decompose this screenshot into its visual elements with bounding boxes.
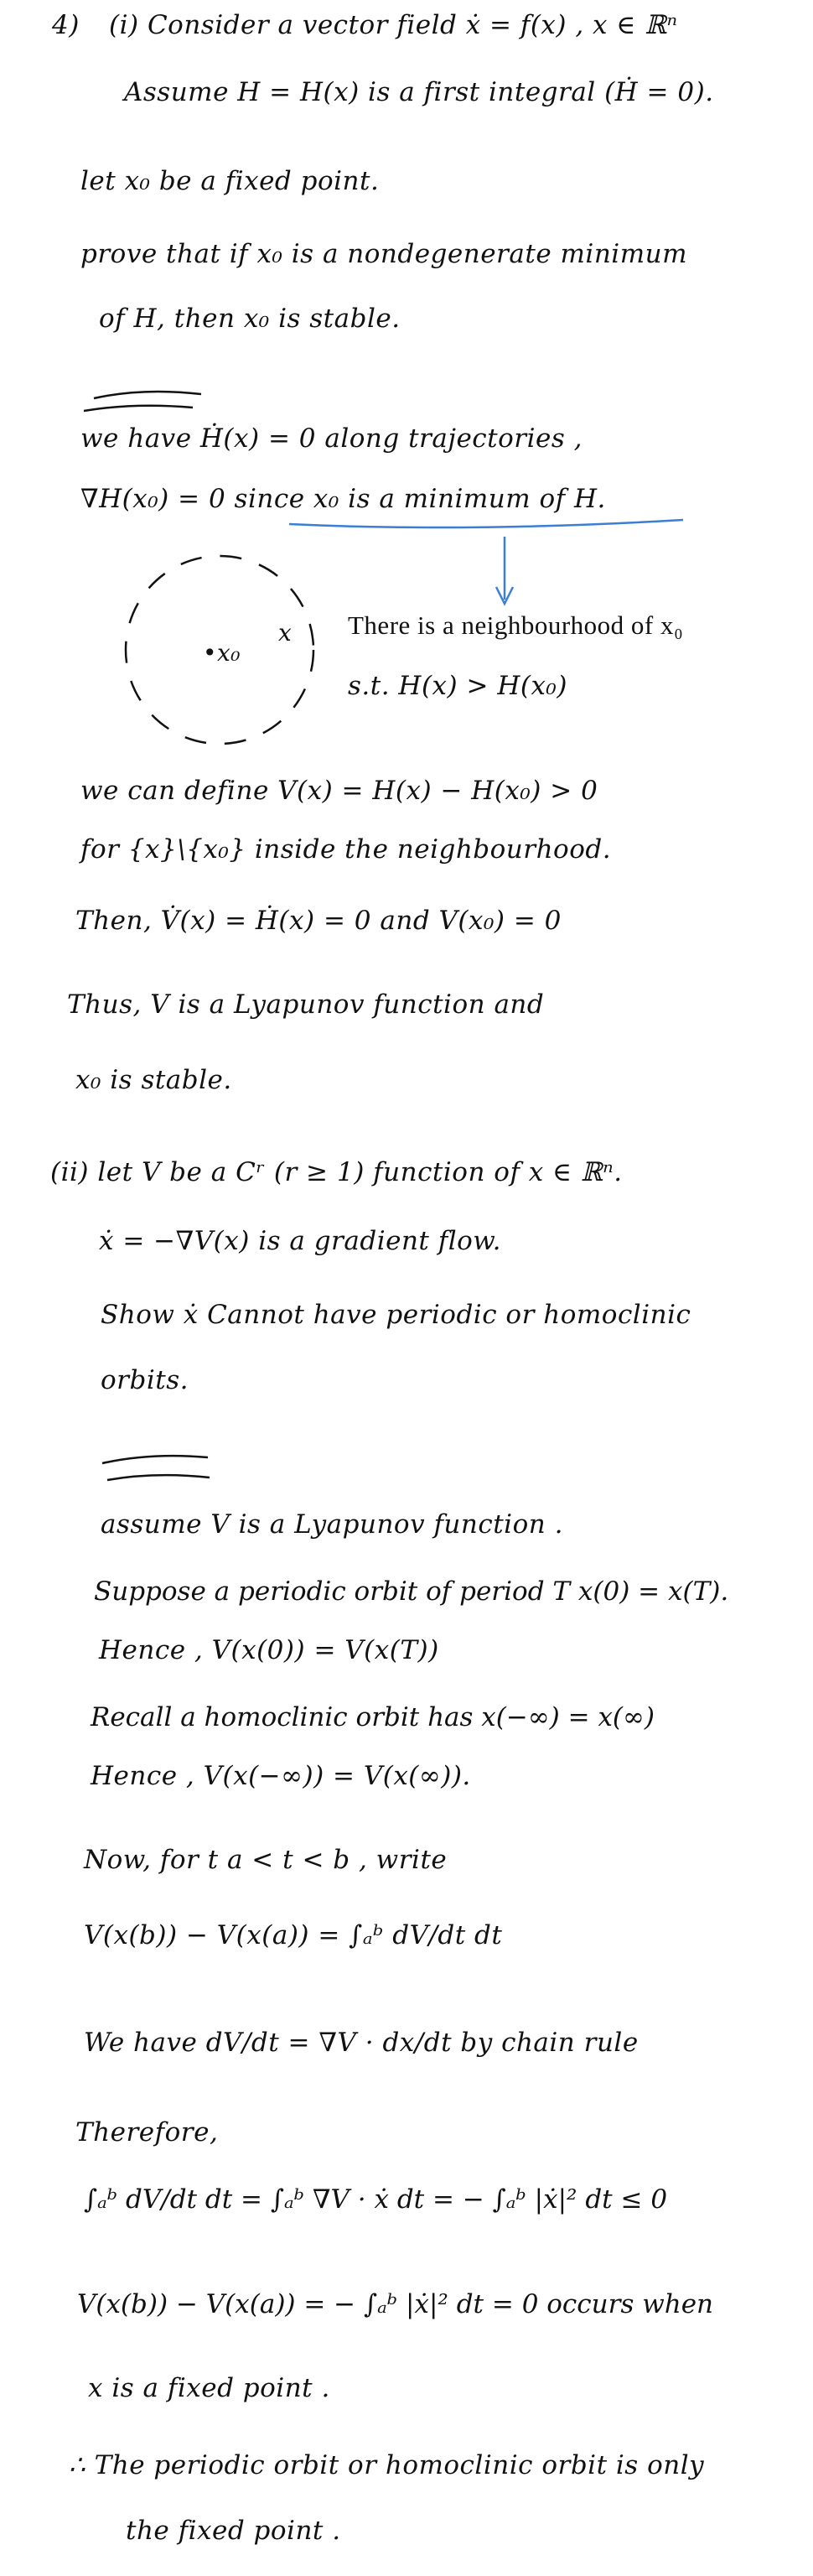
neighbourhood-line-2: s.t. H(x) > H(x₀) [348, 671, 567, 701]
separator-stroke-2 [84, 406, 193, 411]
part-ii-line-1: (ii) let V be a Cʳ (r ≥ 1) function of x ∈ ℝⁿ. [50, 1157, 623, 1187]
part-ii-line-9: Hence , V(x(−∞)) = V(x(∞)). [91, 1761, 471, 1791]
part-ii-line-17: ∴ The periodic orbit or homoclinic orbit is only [69, 2450, 705, 2480]
part-i-line-12: x₀ is stable. [75, 1065, 232, 1095]
part-ii-line-7: Hence , V(x(0)) = V(x(T)) [99, 1635, 439, 1665]
part-ii-line-3: Show ẋ Cannot have periodic or homoclinic [101, 1300, 691, 1330]
part-i-line-2: Assume H = H(x) is a first integral (Ḣ = 0). [124, 77, 714, 107]
diagram-fixed-point: •x₀ [203, 639, 241, 667]
part-i-line-5: of H, then x₀ is stable. [99, 304, 401, 334]
part-ii-line-8: Recall a homoclinic orbit has x(−∞) = x(∞) [91, 1702, 655, 1732]
neighbourhood-line-1: There is a neighbourhood of x₀ [348, 610, 684, 640]
part-ii-line-16: x is a fixed point . [88, 2373, 330, 2403]
part-ii-line-15: V(x(b)) − V(x(a)) = − ∫ₐᵇ |ẋ|² dt = 0 occurs when [77, 2289, 714, 2319]
separator-stroke-1 [94, 392, 201, 398]
part-ii-line-6: Suppose a periodic orbit of period T x(0) = x(T). [94, 1576, 729, 1607]
part-ii-line-13: Therefore, [75, 2117, 219, 2148]
part-ii-line-2: ẋ = −∇V(x) is a gradient flow. [99, 1226, 501, 1256]
part-i-line-8: we can define V(x) = H(x) − H(x₀) > 0 [80, 776, 598, 806]
part-i-line-10: Then, V̇(x) = Ḣ(x) = 0 and V(x₀) = 0 [75, 906, 562, 936]
part-ii-line-12: We have dV/dt = ∇V · dx/dt by chain rule [84, 2028, 639, 2058]
part-ii-line-10: Now, for t a < t < b , write [84, 1845, 448, 1875]
part-ii-line-14: ∫ₐᵇ dV/dt dt = ∫ₐᵇ ∇V · ẋ dt = − ∫ₐᵇ |ẋ|² dt ≤ 0 [84, 2184, 668, 2215]
separator-stroke-3 [102, 1456, 208, 1463]
part-ii-line-5: assume V is a Lyapunov function . [101, 1509, 563, 1540]
question-number: 4) [52, 10, 80, 40]
part-i-line-7: ∇H(x₀) = 0 since x₀ is a minimum of H. [80, 484, 606, 514]
part-ii-line-4: orbits. [101, 1365, 189, 1395]
part-i-line-11: Thus, V is a Lyapunov function and [67, 989, 545, 1020]
part-i-line-1: (i) Consider a vector field ẋ = f(x) , x ∈ ℝⁿ [109, 10, 678, 40]
blue-arrow-icon [496, 537, 513, 604]
part-i-line-6: we have Ḣ(x) = 0 along trajectories , [80, 423, 583, 454]
part-i-line-3: let x₀ be a fixed point. [80, 166, 380, 196]
part-i-line-4: prove that if x₀ is a nondegenerate minimum [80, 239, 687, 269]
part-i-line-9: for {x}\{x₀} inside the neighbourhood. [80, 834, 612, 865]
blue-underline [289, 520, 683, 527]
part-ii-line-11: V(x(b)) − V(x(a)) = ∫ₐᵇ dV/dt dt [84, 1920, 503, 1950]
part-ii-line-18: the fixed point . [126, 2516, 341, 2546]
diagram-x-label: x [278, 619, 293, 647]
separator-stroke-4 [107, 1475, 210, 1480]
